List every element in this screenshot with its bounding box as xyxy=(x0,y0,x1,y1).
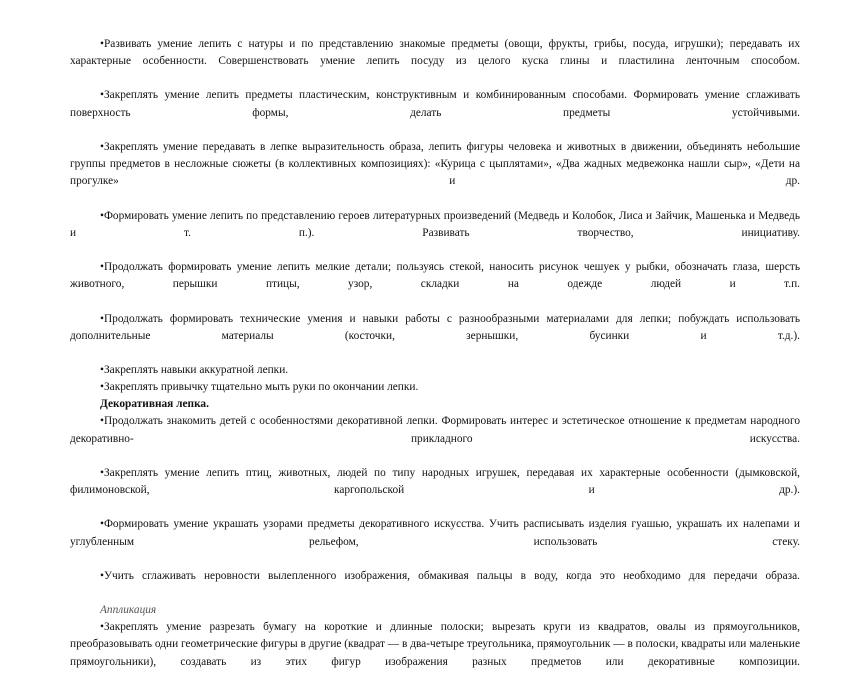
heading-decorative: Декоративная лепка. xyxy=(100,398,209,411)
paragraph-applique-1: •Закреплять умение разрезать бумагу на короткие и длинные полоски; вырезать круги из квадратов, овалы из прямоугольников, преобразовывать одни геометрические фигуры в другие (квадрат — в два-четыре треугольника, прямоугольник — в полоски, квадраты или маленькие прямоугольники), создавать из этих фигур изображения разных предметов или декоративные композиции. xyxy=(70,621,800,668)
paragraph-sculpt-7: •Закреплять навыки аккуратной лепки. xyxy=(100,363,289,376)
paragraph-sculpt-3: •Закреплять умение передавать в лепке выразительность образа, лепить фигуры человека и животных в движении, объединять небольшие группы предметов в несложные сюжеты (в коллективных композициях): «Курица с цыплятами», «Два жадных медвежонка нашли сыр», «Дети на прогулке» и др. xyxy=(70,140,800,188)
paragraph-sculpt-2: •Закреплять умение лепить предметы пластическим, конструктивным и комбинированным способами. Формировать умение сглаживать поверхность формы, делать предметы устойчивыми. xyxy=(70,89,800,119)
heading-applique: Аппликация xyxy=(100,604,157,617)
paragraph-decorative-3: •Формировать умение украшать узорами предметы декоративного искусства. Учить расписывать изделия гуашью, украшать их налепами и углубленным рельефом, использовать стеку. xyxy=(70,518,800,548)
document-page xyxy=(70,36,800,688)
paragraph-sculpt-4: •Формировать умение лепить по представлению героев литературных произведений (Медведь и Колобок, Лиса и Зайчик, Машенька и Медведь и т. п.). Развивать творчество, инициативу. xyxy=(70,209,800,239)
paragraph-sculpt-8: •Закреплять привычку тщательно мыть руки по окончании лепки. xyxy=(100,381,419,394)
paragraph-decorative-1: •Продолжать знакомить детей с особенностями декоративной лепки. Формировать интерес и эстетическое отношение к предметам народного декоративно- прикладного искусства. xyxy=(70,415,800,445)
paragraph-sculpt-6: •Продолжать формировать технические умения и навыки работы с разнообразными материалами для лепки; побуждать использовать дополнительные материалы (косточки, зернышки, бусинки и т.д.). xyxy=(70,312,800,342)
paragraph-decorative-4: •Учить сглаживать неровности вылепленного изображения, обмакивая пальцы в воду, когда это необходимо для передачи образа. xyxy=(100,569,800,582)
paragraph-sculpt-1: •Развивать умение лепить с натуры и по представлению знакомые предметы (овощи, фрукты, грибы, посуда, игрушки); передавать их характерные особенности. Совершенствовать умение лепить посуду из целого куска глины и пластилина ленточным способом. xyxy=(70,38,800,68)
paragraph-sculpt-5: •Продолжать формировать умение лепить мелкие детали; пользуясь стекой, наносить рисунок чешуек у рыбки, обозначать глаза, шерсть животного, перышки птицы, узор, складки на одежде людей и т.п. xyxy=(70,261,800,291)
paragraph-decorative-2: •Закреплять умение лепить птиц, животных, людей по типу народных игрушек, передавая их характерные особенности (дымковской, филимоновской, каргопольской и др.). xyxy=(70,466,800,497)
